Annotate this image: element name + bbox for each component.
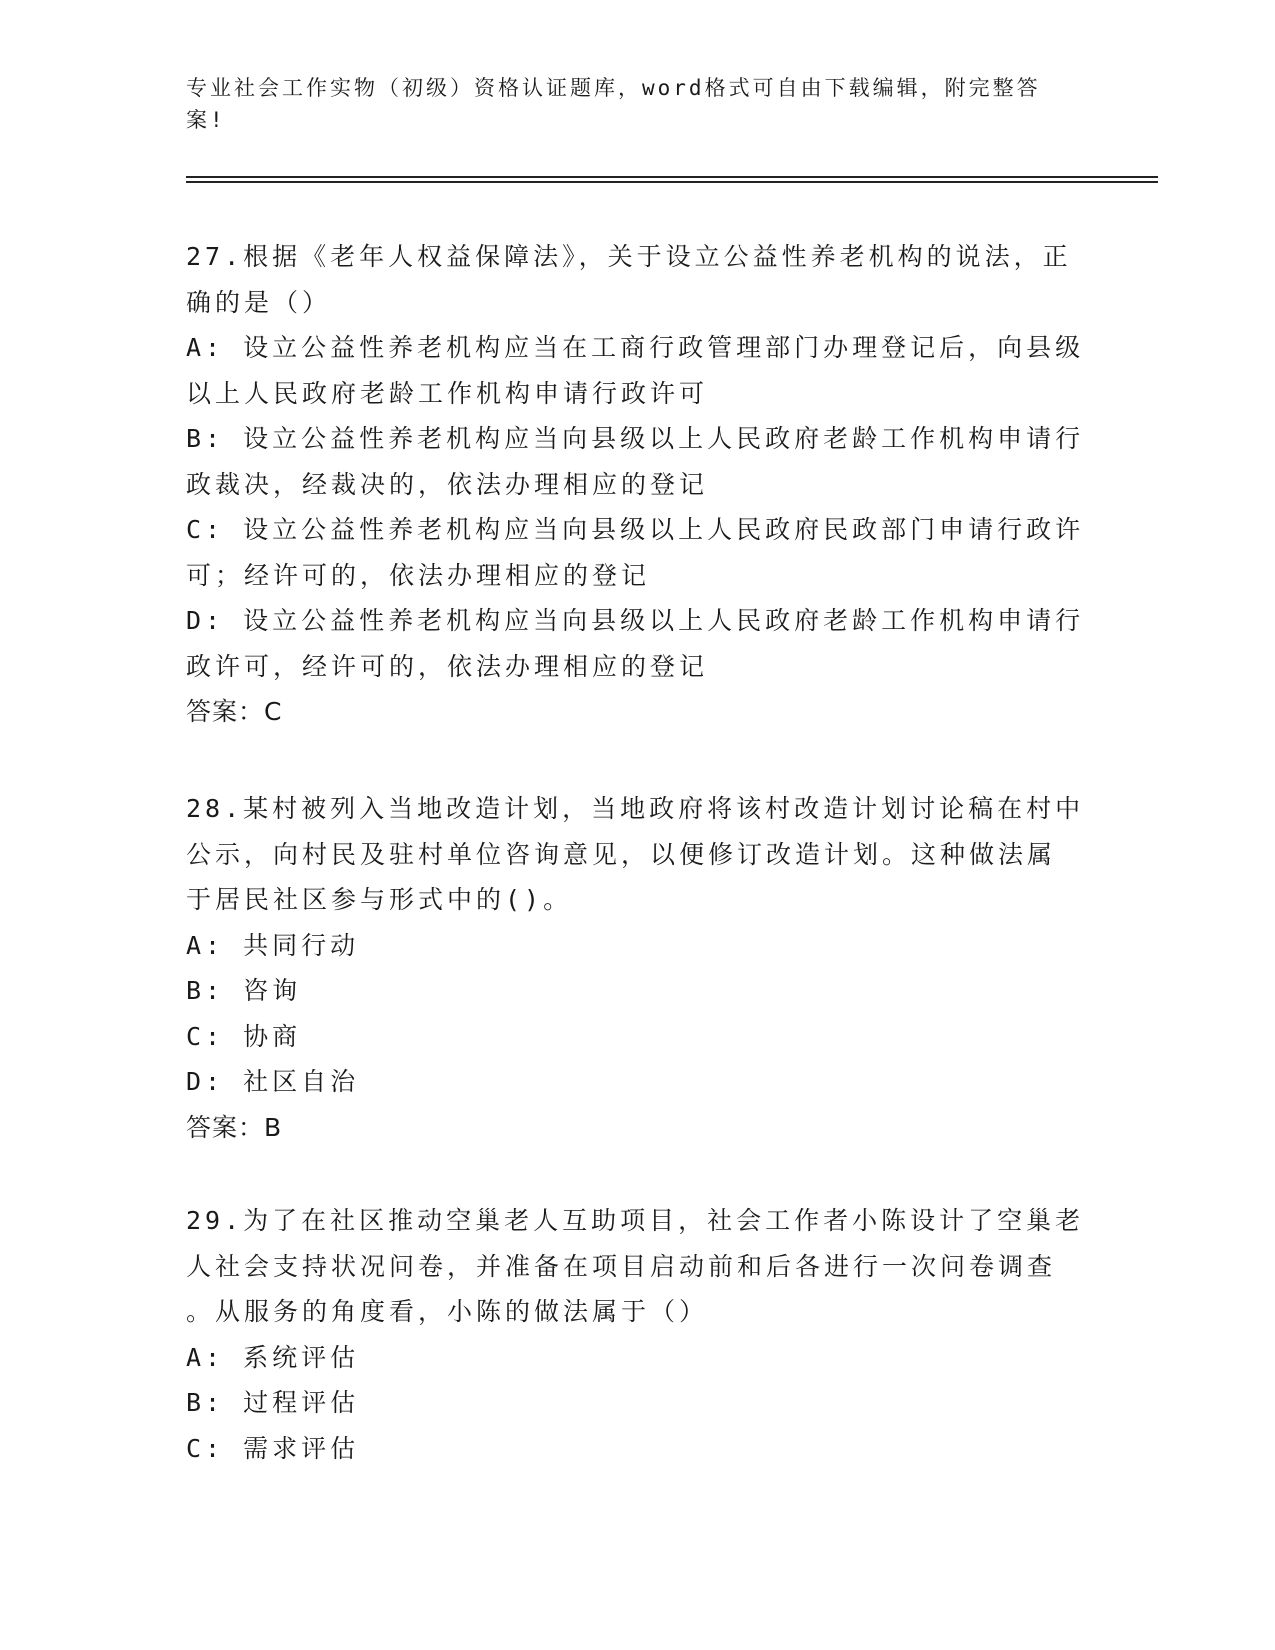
question-27 xyxy=(186,234,1085,735)
header-divider xyxy=(186,181,1158,183)
question-stem: 。从服务的角度看，小陈的做法属于（） xyxy=(186,1297,709,1326)
answer: 答案：B xyxy=(186,1112,283,1142)
option-d: D: 社区自治 xyxy=(186,1067,360,1096)
header-line: 案! xyxy=(186,108,226,132)
question-28 xyxy=(186,786,1085,1150)
question-stem: 于居民社区参与形式中的()。 xyxy=(186,885,573,914)
question-29 xyxy=(186,1198,1085,1471)
question-stem: 公示，向村民及驻村单位咨询意见，以便修订改造计划。这种做法属 xyxy=(186,839,1057,869)
header-line: 专业社会工作实物（初级）资格认证题库，word格式可自由下载编辑，附完整答 xyxy=(186,76,1041,100)
option-b: B: 过程评估 xyxy=(186,1388,360,1417)
option-a: A: 共同行动 xyxy=(186,930,360,960)
option-b: B: 咨询 xyxy=(186,976,302,1005)
question-stem: 27.根据《老年人权益保障法》，关于设立公益性养老机构的说法，正 xyxy=(186,242,1072,271)
question-stem: 确的是（） xyxy=(186,287,332,317)
question-stem: 28.某村被列入当地改造计划，当地政府将该村改造计划讨论稿在村中 xyxy=(186,794,1085,823)
option-d: D: 设立公益性养老机构应当向县级以上人民政府老龄工作机构申请行 xyxy=(186,606,1085,635)
question-stem: 人社会支持状况问卷，并准备在项目启动前和后各进行一次问卷调查 xyxy=(186,1251,1057,1281)
option-c: C: 协商 xyxy=(186,1021,302,1051)
answer: 答案：C xyxy=(186,697,283,726)
option-b: B: 设立公益性养老机构应当向县级以上人民政府老龄工作机构申请行 xyxy=(186,424,1085,453)
option-a: A: 设立公益性养老机构应当在工商行政管理部门办理登记后，向县级 xyxy=(186,333,1085,362)
document-header xyxy=(186,72,1066,136)
option-d: 政许可，经许可的，依法办理相应的登记 xyxy=(186,651,709,681)
question-stem: 29.为了在社区推动空巢老人互助项目，社会工作者小陈设计了空巢老 xyxy=(186,1206,1085,1235)
option-c: 可；经许可的，依法办理相应的登记 xyxy=(186,560,651,590)
option-b: 政裁决，经裁决的，依法办理相应的登记 xyxy=(186,469,709,499)
header-divider xyxy=(186,176,1158,178)
option-a: 以上人民政府老龄工作机构申请行政许可 xyxy=(186,378,709,408)
option-a: A: 系统评估 xyxy=(186,1342,360,1372)
option-c: C: 需求评估 xyxy=(186,1433,360,1463)
option-c: C: 设立公益性养老机构应当向县级以上人民政府民政部门申请行政许 xyxy=(186,515,1085,544)
